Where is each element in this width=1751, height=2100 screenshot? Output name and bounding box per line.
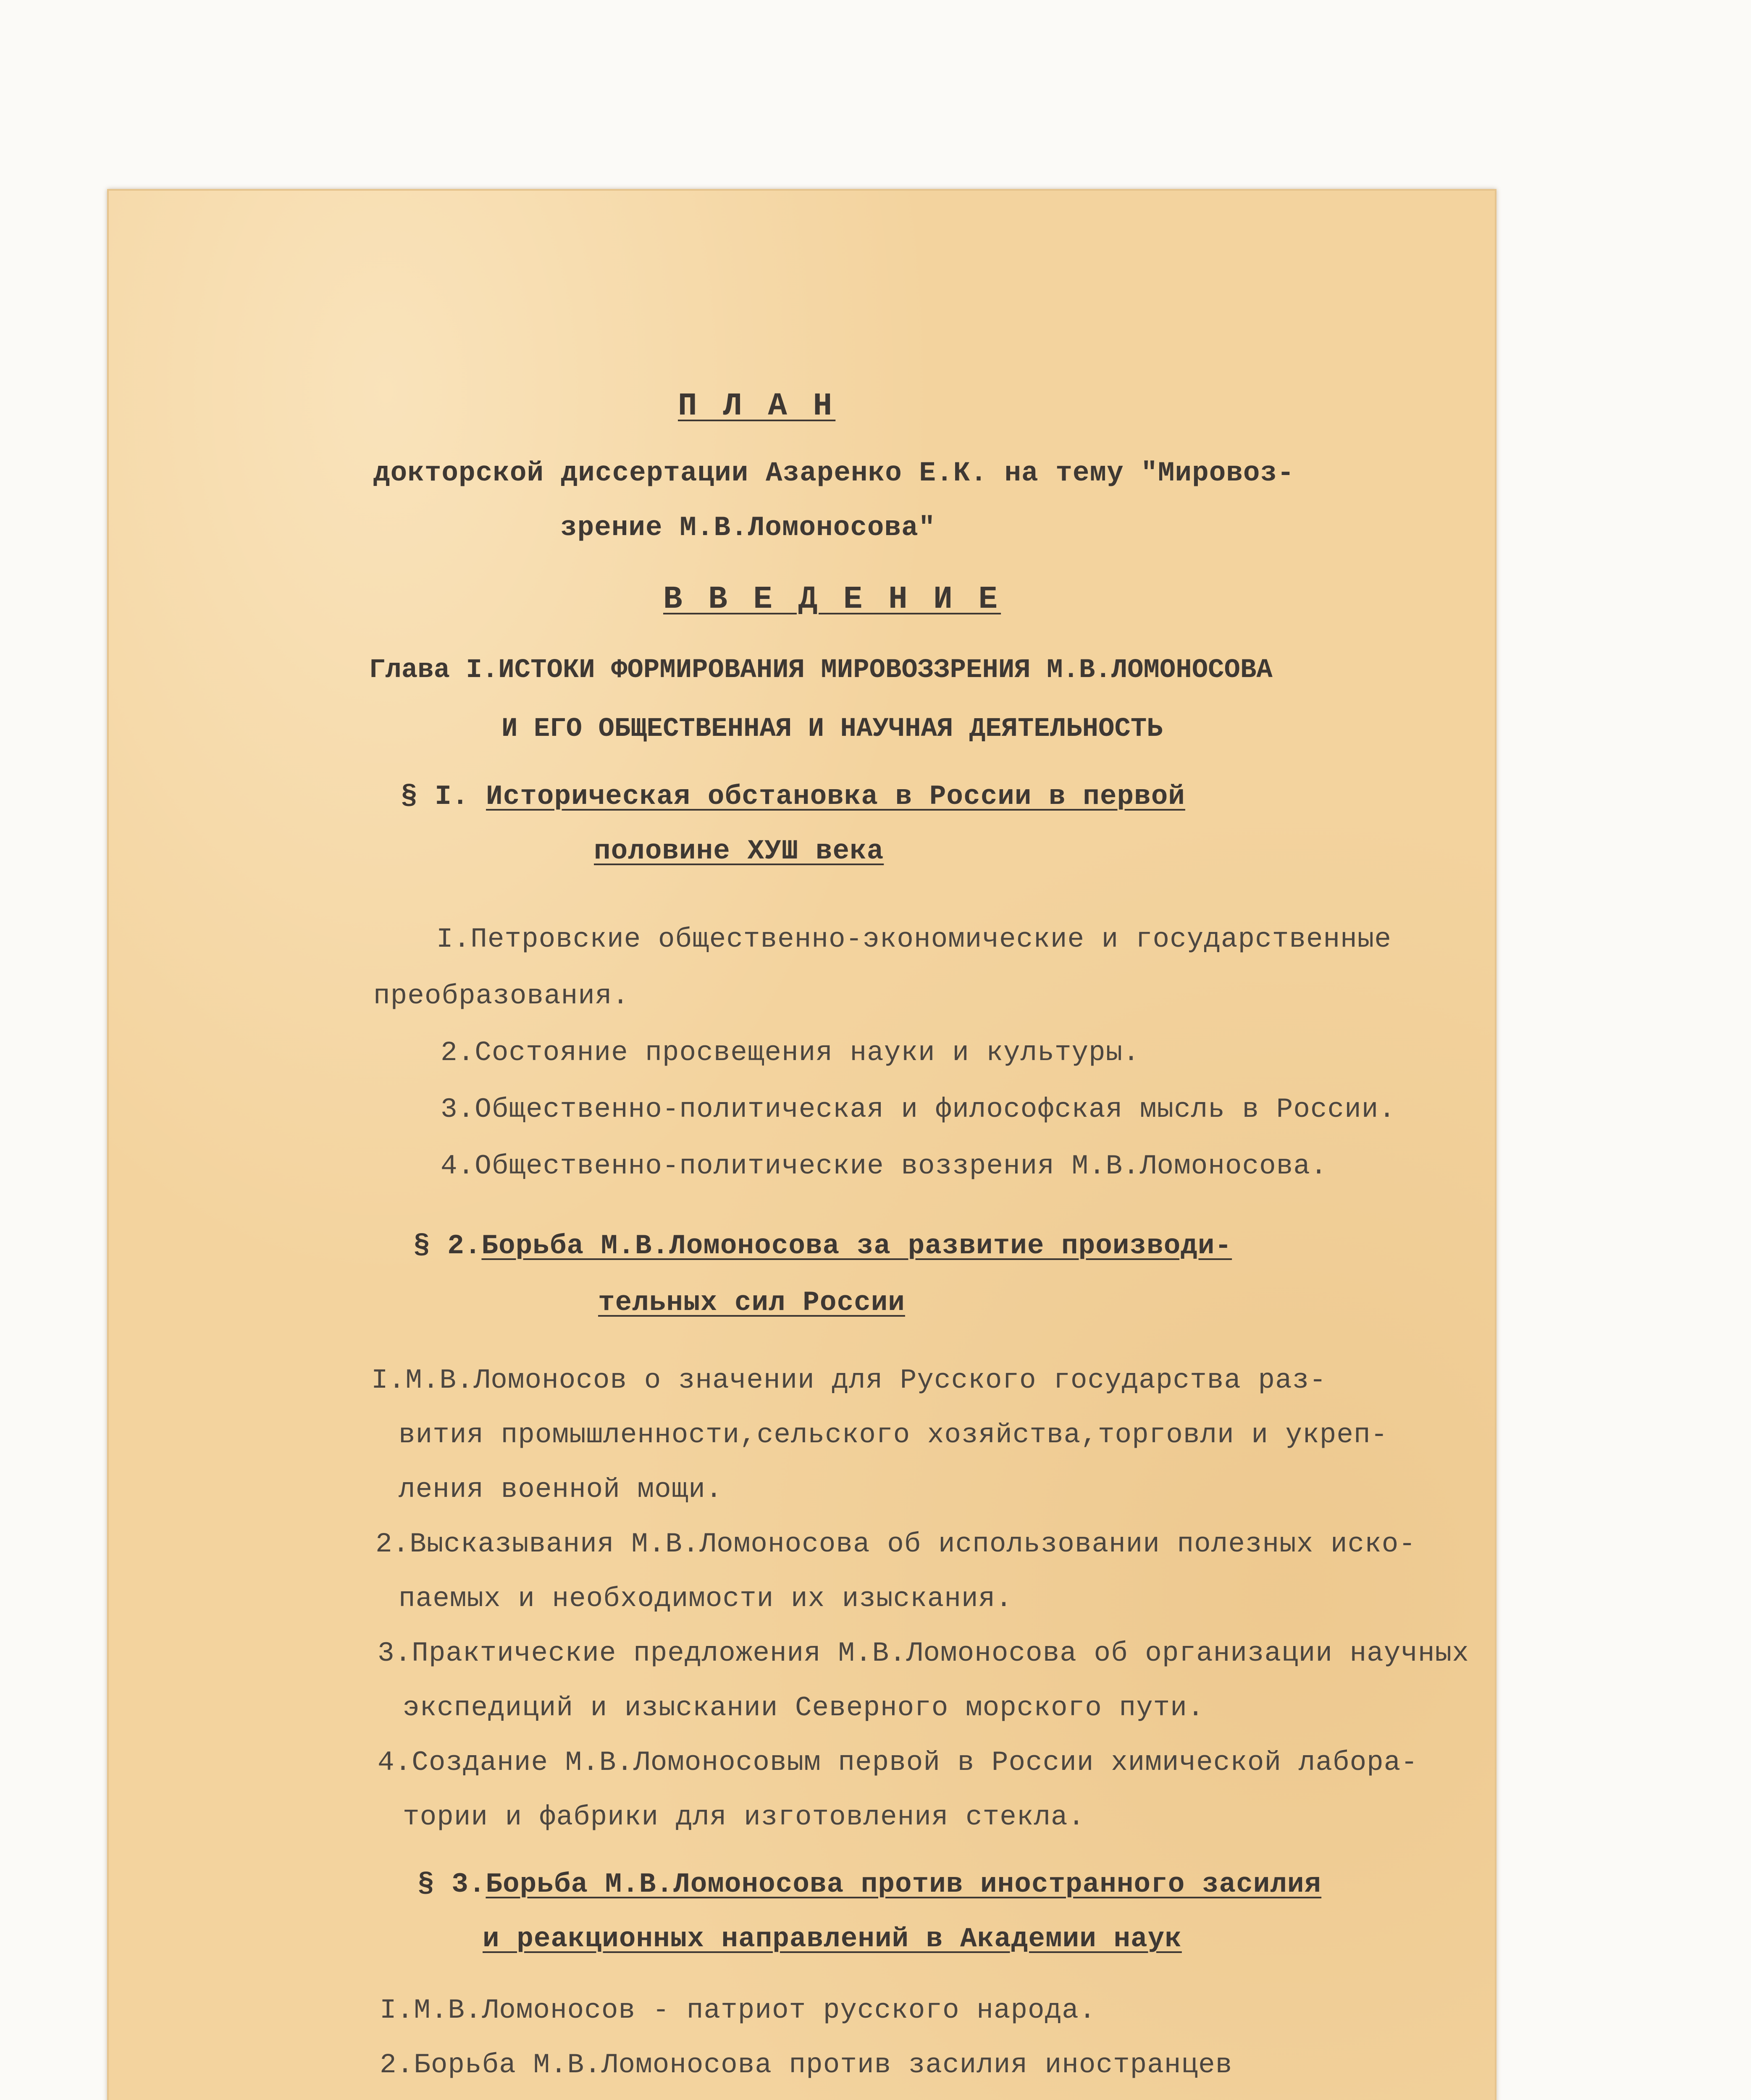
section-2-item-3-line-2: экспедиций и изыскании Северного морского пути.: [403, 1692, 1205, 1724]
section-2-item-2-line-2: паемых и необходимости их изыскания.: [399, 1583, 1013, 1614]
section-2-heading-line-1: [413, 1232, 1232, 1260]
section-2-item-4-line-1: 4.Создание М.В.Ломоносовым первой в России химической лабора-: [378, 1747, 1418, 1778]
chapter-heading-line-1: Глава I.ИСТОКИ ФОРМИРОВАНИЯ МИРОВОЗЗРЕНИЯ М.В.ЛОМОНОСОВА: [369, 655, 1273, 685]
section-1-item-1-line-1: I.Петровские общественно-экономические и государственные: [436, 924, 1391, 955]
section-2-prefix: § 2.: [413, 1230, 482, 1262]
section-3-item-2: 2.Борьба М.В.Ломоносова против засилия иностранцев: [380, 2049, 1233, 2081]
section-2-item-1-line-3: ления военной мощи.: [399, 1474, 723, 1505]
document-title: П Л А Н: [678, 388, 836, 424]
document-page: [107, 189, 1496, 2100]
section-1-title-part-1: Историческая обстановка в России в первой: [486, 781, 1185, 812]
chapter-heading-line-2: И ЕГО ОБЩЕСТВЕННАЯ И НАУЧНАЯ ДЕЯТЕЛЬНОСТЬ: [501, 714, 1163, 744]
section-3-prefix: § 3.: [417, 1869, 486, 1900]
section-2-item-2-line-1: 2.Высказывания М.В.Ломоносова об использовании полезных иско-: [375, 1528, 1416, 1560]
section-1-prefix: § I.: [401, 781, 486, 812]
section-2-item-1-line-2: вития промышленности,сельского хозяйства,торговли и укреп-: [399, 1419, 1388, 1451]
subtitle-line-1: докторской диссертации Азаренко Е.К. на тему "Мировоз-: [373, 457, 1294, 489]
section-2-title-part-1: Борьба М.В.Ломоносова за развитие производи-: [481, 1230, 1232, 1262]
section-3-title-part-1: Борьба М.В.Ломоносова против иностранного засилия: [486, 1869, 1322, 1900]
section-1-item-2: 2.Состояние просвещения науки и культуры.: [441, 1037, 1140, 1068]
section-2-item-4-line-2: тории и фабрики для изготовления стекла.: [403, 1801, 1085, 1833]
section-1-heading-line-2: половине ХУШ века: [594, 835, 884, 867]
introduction-heading: В В Е Д Е Н И Е: [663, 581, 1001, 617]
section-3-heading-line-2: и реакционных направлений в Академии наук: [483, 1923, 1182, 1955]
section-1-item-4: 4.Общественно-политические воззрения М.В.Ломоносова.: [441, 1150, 1328, 1182]
section-3-item-1: I.М.В.Ломоносов - патриот русского народа.: [380, 1995, 1096, 2026]
subtitle-line-2: зрение М.В.Ломоносова": [560, 512, 936, 543]
section-3-heading-line-1: [417, 1871, 1321, 1898]
section-1-item-3: 3.Общественно-политическая и философская мысль в России.: [441, 1094, 1396, 1125]
section-2-item-3-line-1: 3.Практические предложения М.В.Ломоносова об организации научных: [378, 1638, 1469, 1669]
section-2-item-1-line-1: I.М.В.Ломоносов о значении для Русского государства раз-: [371, 1365, 1326, 1396]
section-2-heading-line-2: тельных сил России: [598, 1287, 905, 1318]
section-1-heading-line-1: [401, 783, 1185, 811]
section-1-item-1-line-2: преобразования.: [373, 980, 630, 1012]
